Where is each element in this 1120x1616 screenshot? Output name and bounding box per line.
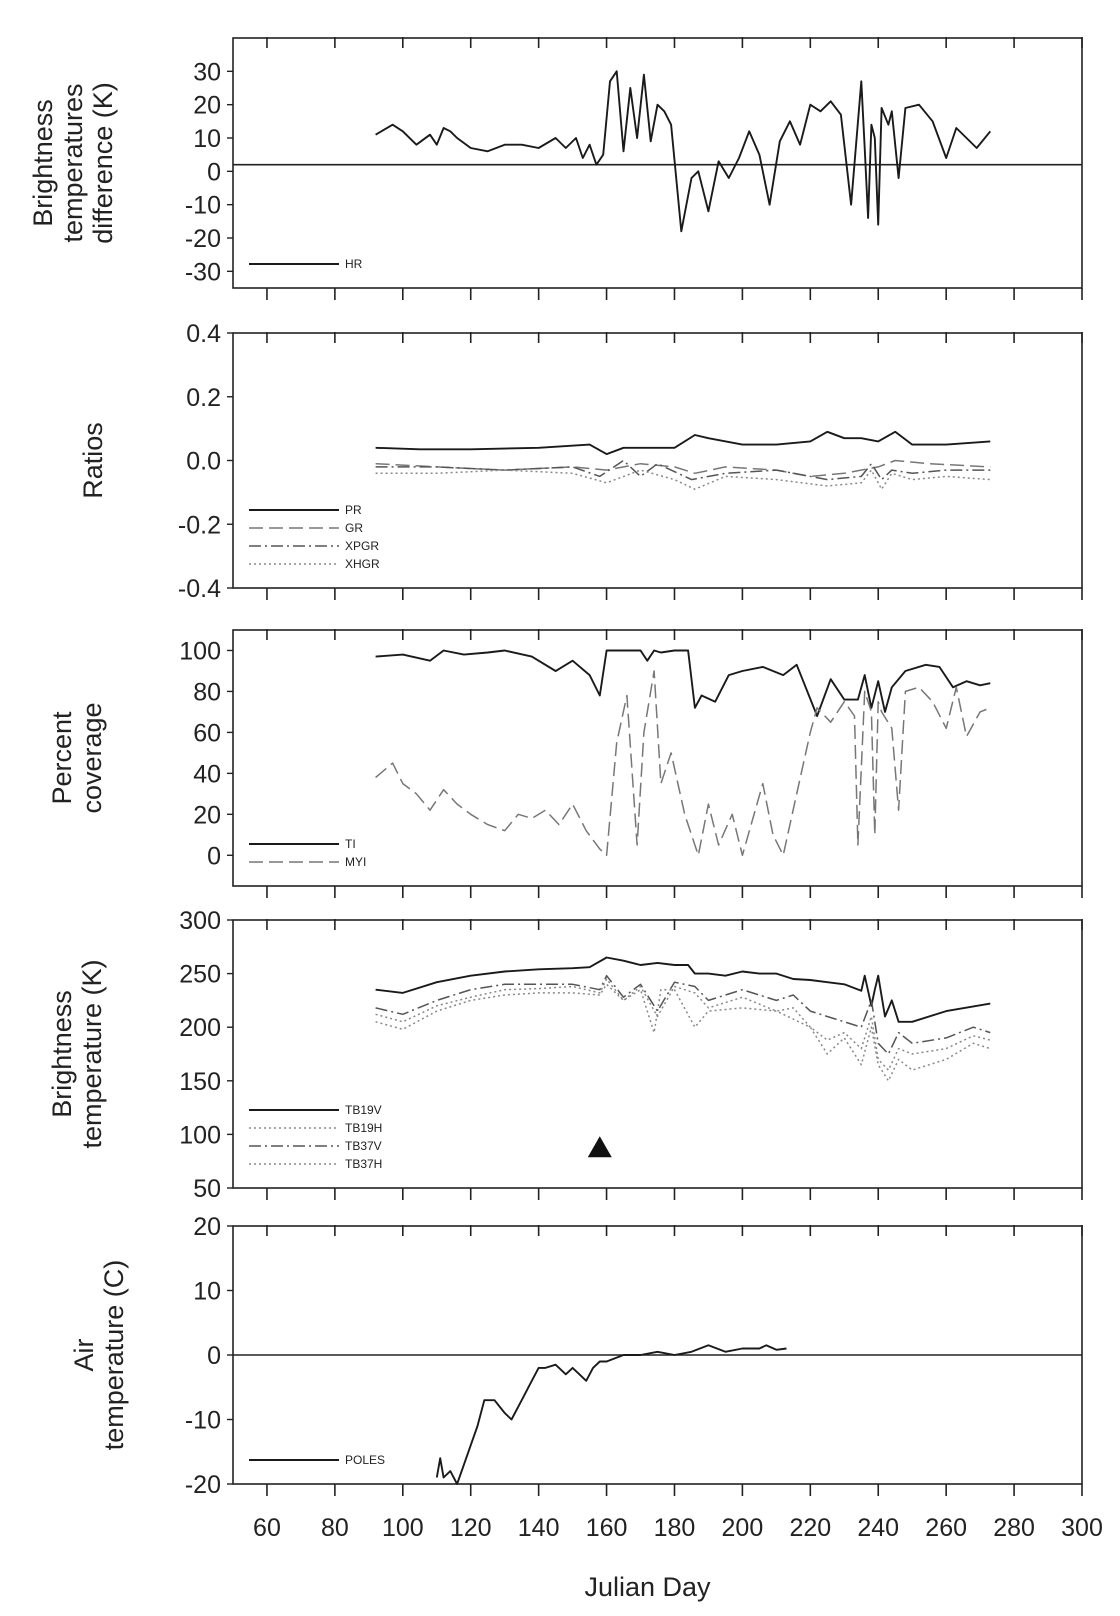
series-line-ti — [376, 651, 991, 717]
y-tick-label: 100 — [179, 637, 221, 666]
y-axis-label: difference (K) — [88, 82, 118, 244]
y-tick-label: 60 — [193, 719, 221, 748]
y-tick-label: 20 — [193, 801, 221, 830]
y-tick-label: 250 — [179, 960, 221, 989]
x-tick-label: 300 — [1061, 1514, 1103, 1542]
series-line-pr — [376, 432, 991, 454]
y-tick-label: -20 — [184, 1471, 221, 1499]
chart-panel-2 — [78, 320, 1082, 603]
y-tick-label: -10 — [184, 191, 221, 220]
y-tick-label: 40 — [193, 760, 221, 789]
y-tick-label: 200 — [179, 1014, 221, 1043]
x-tick-label: 140 — [517, 1514, 560, 1542]
y-tick-label: -0.4 — [177, 575, 221, 603]
chart-panel-3 — [47, 629, 1082, 898]
legend-entry-label: POLES — [345, 1453, 386, 1467]
chart-panel-5 — [69, 1213, 1103, 1602]
y-tick-label: 0.4 — [186, 320, 221, 348]
series-line-xhgr — [376, 470, 991, 489]
legend-entry-label: TB37H — [345, 1157, 383, 1171]
y-axis-label: coverage — [77, 702, 107, 814]
x-tick-label: 240 — [857, 1514, 900, 1542]
y-tick-label: -30 — [184, 258, 221, 287]
legend-entry-label: GR — [345, 521, 363, 535]
x-tick-label: 60 — [253, 1514, 281, 1542]
y-axis-label: Percent — [47, 711, 77, 805]
x-tick-label: 80 — [320, 1514, 349, 1542]
legend-entry-label: TB19V — [345, 1103, 382, 1117]
y-tick-label: 10 — [193, 125, 221, 153]
y-tick-label: 20 — [193, 1213, 221, 1241]
legend-entry-label: TI — [345, 837, 356, 851]
y-tick-label: 50 — [193, 1175, 221, 1203]
x-tick-label: 220 — [789, 1514, 832, 1542]
y-tick-label: 80 — [193, 678, 221, 707]
y-axis-label: Brightness — [28, 99, 58, 227]
y-tick-label: -20 — [184, 225, 221, 253]
y-tick-label: 0 — [207, 842, 221, 871]
event-marker-triangle — [588, 1136, 612, 1157]
y-tick-label: 0 — [207, 1342, 221, 1370]
x-axis-label: Julian Day — [584, 1572, 711, 1602]
legend-entry-label: TB19H — [345, 1121, 383, 1135]
legend-entry-label: XPGR — [345, 539, 380, 553]
series-line-tb19v — [376, 958, 991, 1022]
y-tick-label: 300 — [179, 907, 221, 935]
y-tick-label: 0 — [207, 158, 221, 187]
chart-panel-4 — [47, 907, 1082, 1203]
legend-entry-label: MYI — [345, 855, 367, 869]
chart-panel-1 — [28, 37, 1082, 300]
plot-frame — [233, 630, 1082, 886]
series-line-hr — [376, 71, 991, 231]
x-tick-label: 280 — [993, 1514, 1035, 1542]
x-tick-label: 200 — [721, 1514, 764, 1542]
y-tick-label: 150 — [179, 1067, 221, 1096]
series-line-myi — [376, 671, 991, 855]
y-tick-label: 100 — [179, 1121, 221, 1150]
x-tick-label: 180 — [653, 1514, 696, 1542]
y-axis-label: temperature (K) — [77, 959, 107, 1149]
plot-frame — [233, 38, 1082, 288]
series-line-tb37v — [376, 976, 991, 1054]
y-axis-label: Ratios — [78, 422, 108, 499]
y-tick-label: 30 — [193, 58, 221, 87]
y-axis-label: Air — [69, 1338, 99, 1372]
y-tick-label: 0.0 — [186, 447, 221, 476]
y-tick-label: 20 — [193, 91, 221, 120]
y-tick-label: 10 — [193, 1277, 221, 1306]
series-line-poles — [437, 1345, 787, 1484]
x-tick-label: 100 — [381, 1514, 424, 1542]
legend-entry-label: PR — [345, 503, 362, 517]
x-tick-label: 160 — [585, 1514, 628, 1542]
x-tick-label: 120 — [449, 1514, 492, 1542]
legend-entry-label: XHGR — [345, 557, 380, 571]
series-line-tb37h — [376, 979, 991, 1070]
y-tick-label: 0.2 — [186, 383, 221, 412]
legend-entry-label: TB37V — [345, 1139, 382, 1153]
x-tick-label: 260 — [925, 1514, 968, 1542]
y-tick-label: -10 — [184, 1406, 221, 1435]
y-tick-label: -0.2 — [177, 511, 221, 540]
legend-entry-label: HR — [345, 257, 363, 271]
y-axis-label: temperature (C) — [99, 1259, 129, 1451]
y-axis-label: temperatures — [58, 83, 88, 243]
y-axis-label: Brightness — [47, 990, 77, 1118]
